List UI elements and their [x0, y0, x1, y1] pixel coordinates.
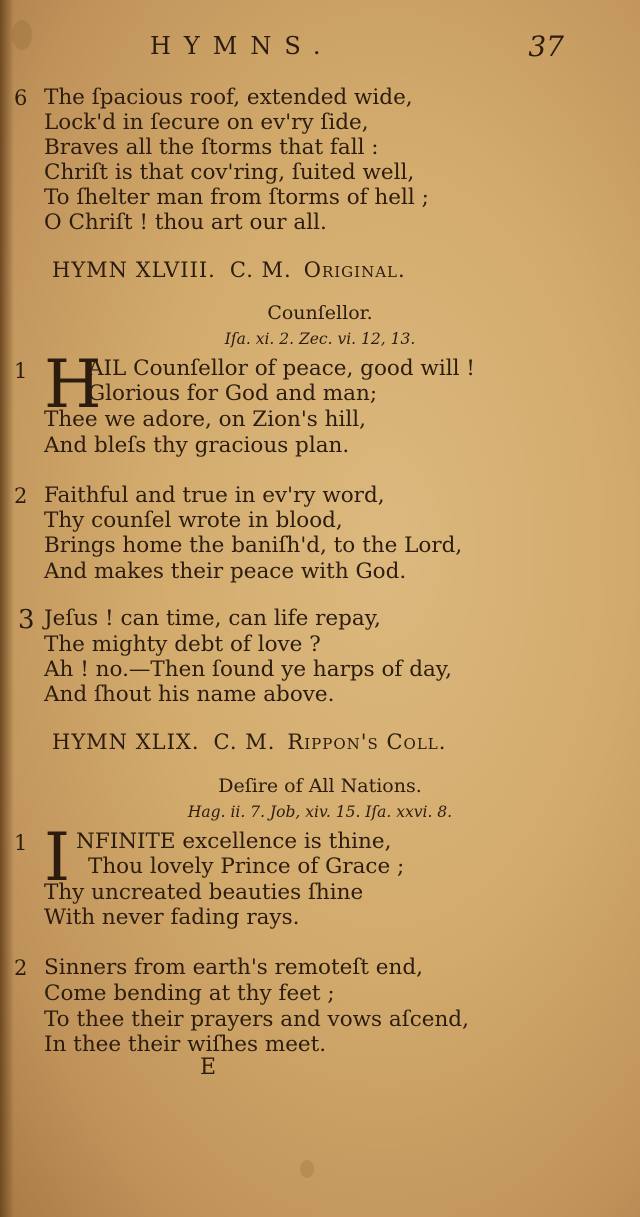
hymn-heading: [52, 258, 406, 282]
verse-line: O Chriſt ! thou art our all.: [44, 210, 327, 235]
page-gutter-shadow: [0, 0, 14, 1217]
drop-cap: I: [44, 819, 71, 896]
verse-line: Chriſt is that cov'ring, ſuited well,: [44, 160, 415, 185]
stanza-number: 1: [14, 359, 28, 383]
verse-line: The ſpacious roof, extended wide,: [44, 85, 413, 110]
paper-stain: [300, 1160, 314, 1178]
stanza-number: 6: [14, 86, 28, 110]
hymn-heading: [52, 730, 446, 754]
verse-line: In thee their wiſhes meet.: [44, 1032, 327, 1057]
verse-line: To ſhelter man from ſtorms of hell ;: [44, 185, 429, 210]
verse-line: And bleſs thy gracious plan.: [44, 433, 350, 458]
verse-line: Thy uncreated beauties ſhine: [44, 880, 364, 905]
page-number: 37: [528, 30, 564, 63]
stanza-number: 2: [14, 484, 28, 508]
scripture-references: Hag. ii. 7. Job, xiv. 15. Iſa. xxvi. 8.: [187, 803, 453, 821]
stanza-number: 1: [14, 831, 28, 855]
stanza-number: 3: [18, 605, 35, 635]
hymn-meter: C. M.: [229, 258, 292, 282]
hymn-source: Rippon's Coll.: [287, 730, 447, 754]
hymn-source: Original.: [303, 258, 406, 282]
hymn-title: HYMN XLVIII.: [52, 258, 216, 282]
verse-line: Glorious for God and man;: [88, 381, 378, 406]
verse-line: Brings home the baniſh'd, to the Lord,: [44, 533, 463, 558]
verse-line: NFINITE excellence is thine,: [76, 829, 392, 854]
hymn-meter: C. M.: [213, 730, 276, 754]
stanza-number: 2: [14, 956, 28, 980]
drop-cap: H: [44, 346, 102, 423]
verse-line: Braves all the ſtorms that fall :: [44, 135, 379, 160]
verse-line: And ſhout his name above.: [44, 682, 335, 707]
page-header: [0, 30, 640, 70]
scripture-references: Iſa. xi. 2. Zec. vi. 12, 13.: [224, 330, 416, 348]
verse-line: Ah ! no.—Then ſound ye harps of day,: [44, 657, 452, 682]
running-title: HYMNS.: [150, 32, 334, 60]
verse-line: With never fading rays.: [44, 905, 300, 930]
hymn-subtitle: Counſellor.: [267, 302, 373, 324]
verse-line: Come bending at thy feet ;: [44, 981, 335, 1006]
verse-line: Lock'd in ſecure on ev'ry ſide,: [44, 110, 369, 135]
verse-line: Sinners from earth's remoteſt end,: [44, 955, 423, 980]
hymn-subtitle: Deſire of All Nations.: [218, 775, 422, 797]
verse-line: And makes their peace with God.: [44, 559, 407, 584]
signature-mark: E: [200, 1055, 217, 1080]
verse-line: Thou lovely Prince of Grace ;: [88, 854, 405, 879]
verse-line: To thee their prayers and vows aſcend,: [44, 1007, 469, 1032]
verse-line: Thee we adore, on Zion's hill,: [44, 407, 366, 432]
verse-line: Jeſus ! can time, can life repay,: [44, 606, 381, 631]
hymn-title: HYMN XLIX.: [52, 730, 200, 754]
verse-line: The mighty debt of love ?: [44, 632, 321, 657]
verse-line: AIL Counſellor of peace, good will !: [88, 356, 475, 381]
verse-line: Thy counſel wrote in blood,: [44, 508, 343, 533]
verse-line: Faithful and true in ev'ry word,: [44, 483, 385, 508]
